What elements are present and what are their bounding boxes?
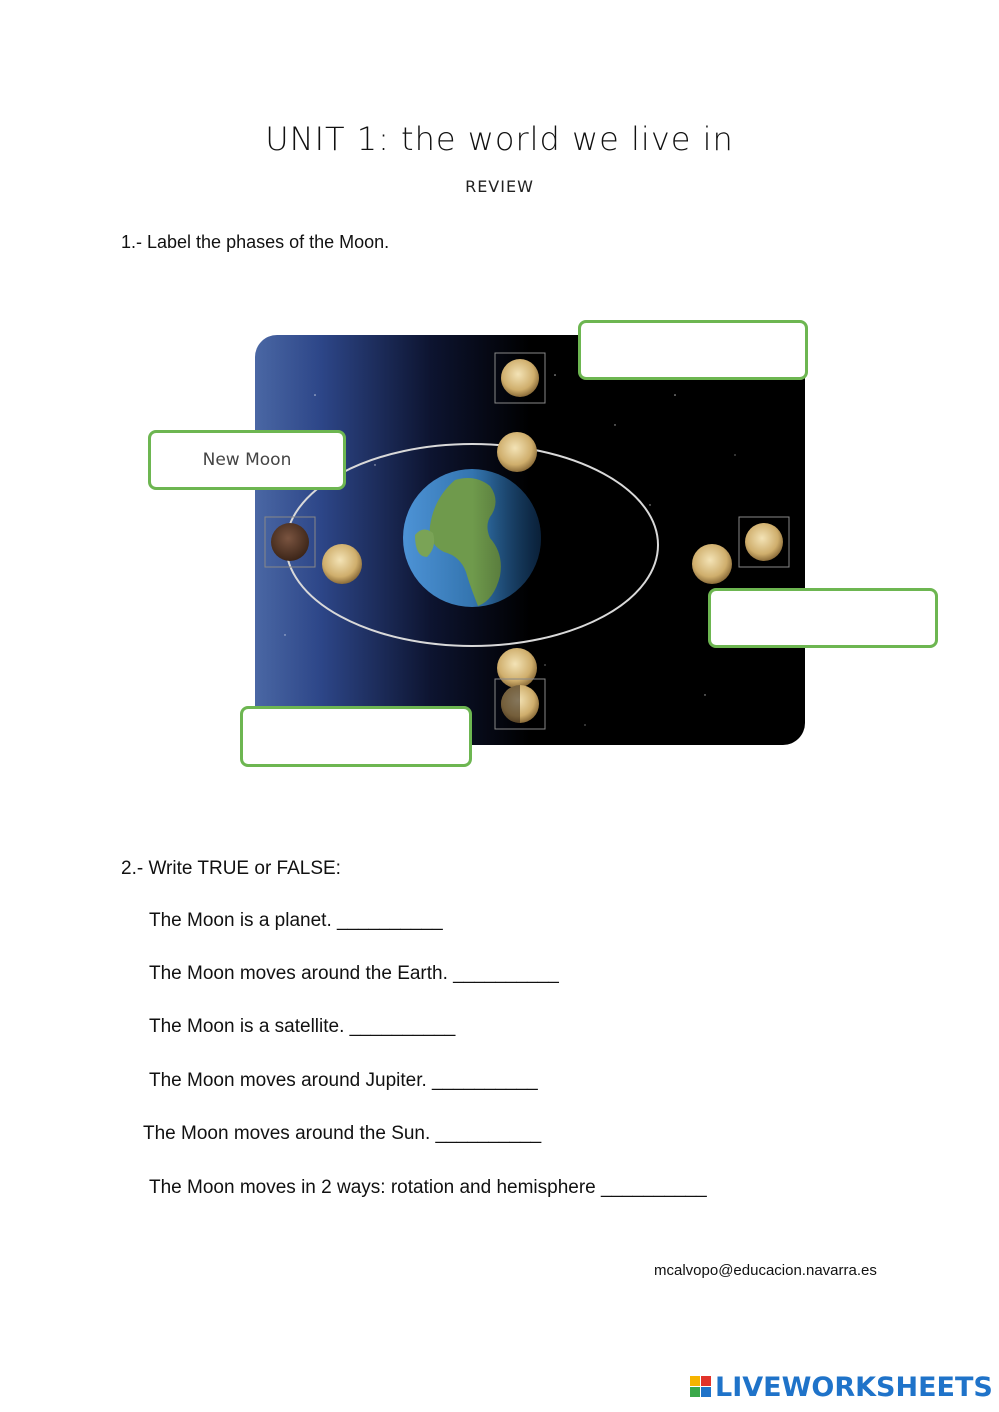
- statement-2: The Moon moves around the Earth. __________: [149, 963, 559, 984]
- page-subtitle: REVIEW: [465, 177, 534, 196]
- moon-orbit-right-icon: [692, 544, 732, 584]
- answer-box-left-label: New Moon: [202, 450, 292, 470]
- statement-6: The Moon moves in 2 ways: rotation and hemisphere __________: [149, 1177, 707, 1198]
- author-email: mcalvopo@educacion.navarra.es: [654, 1262, 877, 1279]
- phase-top-icon: [495, 353, 545, 403]
- earth-icon: [403, 469, 541, 607]
- moon-phases-diagram: [120, 315, 940, 780]
- liveworksheets-logo-text: LIVEWORKSHEETS: [715, 1371, 993, 1403]
- moon-orbit-left-icon: [322, 544, 362, 584]
- moon-orbit-bottom-icon: [497, 648, 537, 688]
- statement-3: The Moon is a satellite. __________: [149, 1016, 456, 1037]
- space-background: [255, 335, 805, 745]
- liveworksheets-logo-icon: [690, 1374, 712, 1400]
- phase-right-icon: [739, 517, 789, 567]
- moon-orbit-top-icon: [497, 432, 537, 472]
- orbit-illustration: [255, 335, 805, 745]
- phase-left-icon: [265, 517, 315, 567]
- question-2-prompt: 2.- Write TRUE or FALSE:: [121, 858, 341, 879]
- statement-1: The Moon is a planet. __________: [149, 910, 443, 931]
- answer-box-right[interactable]: [708, 588, 938, 648]
- answer-box-left[interactable]: [148, 430, 346, 490]
- answer-box-top[interactable]: [578, 320, 808, 380]
- statement-5: The Moon moves around the Sun. __________: [143, 1123, 542, 1144]
- page-title: UNIT 1: the world we live in: [265, 120, 734, 158]
- phase-bottom-icon: [495, 679, 545, 729]
- statement-4: The Moon moves around Jupiter. __________: [149, 1070, 538, 1091]
- liveworksheets-logo[interactable]: [690, 1372, 993, 1402]
- question-1-prompt: 1.- Label the phases of the Moon.: [121, 232, 390, 252]
- answer-box-bottom[interactable]: [240, 706, 472, 767]
